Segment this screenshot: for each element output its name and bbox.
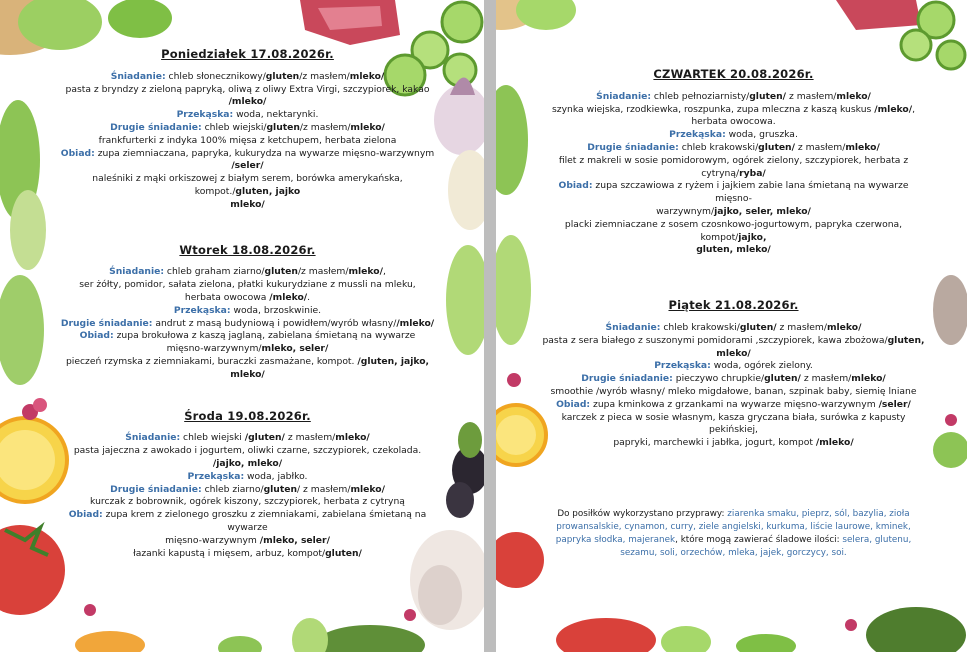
menu-line: herbata owocowa.: [691, 116, 776, 128]
menu-line: Drugie śniadanie: andrut z masą budyniową i powidłem/wyrób własny//mleko/: [60, 317, 435, 329]
menu-line: ser żółty, pomidor, sałata zielona, płatki kukurydziane z mussli na mleku,: [79, 279, 416, 291]
day-heading: Poniedziałek 17.08.2026r.: [161, 47, 334, 61]
grape-illustration: [933, 432, 967, 468]
menu-line: szynka wiejska, rzodkiewka, roszpunka, zupa mleczna z kaszą kuskus /mleko/,: [551, 103, 915, 115]
menu-line: Śniadanie: chleb wiejski /gluten/ z masłem/mleko/: [125, 432, 370, 444]
menu-line: kurczak z bobrownik, ogórek kiszony, szczypiorek, herbata z cytryną: [90, 496, 405, 508]
menu-line: Obiad: zupa brokułowa z kaszą jaglaną, zabielana śmietaną na wywarze: [79, 330, 416, 342]
page-gap: [484, 0, 496, 652]
day-heading: Piątek 21.08.2026r.: [668, 298, 799, 313]
menu-line: frankfurterki z indyka 100% mięsa z ketchupem, herbata zielona: [98, 134, 397, 146]
tomato-illustration: [496, 532, 544, 588]
menu-line: Drugie śniadanie: chleb ziarno/gluten/ z masłem/mleko/: [110, 483, 385, 495]
menu-line: łazanki kapustą i mięsem, arbuz, kompot/gluten/: [133, 547, 362, 559]
menu-line: pasta z sera białego z suszonymi pomidorami ,szczypiorek, kawa zbożowa/gluten, mleko/: [542, 334, 925, 359]
pea-pod-illustration: [496, 85, 528, 195]
menu-line: herbata owocowa /mleko/.: [184, 291, 311, 303]
menu-line: Drugie śniadanie: pieczywo chrupkie/gluten/ z masłem/mleko/: [581, 373, 886, 385]
menu-line: placki ziemniaczane z sosem czosnkowo-jogurtowym, papryka czerwona, kompot/jajko,: [564, 218, 903, 243]
menu-line: smoothie /wyrób własny/ mleko migdałowe, banan, szpinak baby, siemię lniane: [550, 385, 917, 397]
menu-line: Przekąska: woda, brzoskwinie.: [173, 304, 322, 316]
menu-line: gluten, mleko/: [696, 244, 771, 256]
day-tuesday: [55, 244, 440, 382]
menu-line: Drugie śniadanie: chleb wiejski/gluten/z masłem/mleko/: [110, 121, 385, 133]
day-monday: [55, 48, 440, 212]
menu-line: Śniadanie: chleb słonecznikowy/gluten/z masłem/mleko/: [110, 70, 385, 82]
day-friday: [541, 299, 926, 450]
menu-line: Obiad: zupa krem z zielonego groszku z ziemniakami, zabielana śmietaną na wywarze: [68, 509, 427, 533]
day-wednesday: [55, 410, 440, 561]
menu-line: karczek z pieca w sosie własnym, kasza gryczana biała, surówka z kapusty pekińskiej,: [561, 411, 906, 436]
day-heading: Środa 19.08.2026r.: [184, 408, 311, 423]
pepper-illustration: [556, 618, 656, 652]
menu-line: pasta jajeczna z awokado i jogurtem, oliwki czarne, szczypiorek, czekolada.: [73, 445, 422, 457]
menu-line: Przekąska: woda, gruszka.: [669, 129, 798, 141]
onion-illustration: [434, 85, 484, 155]
menu-line: naleśniki z mąki orkiszowej z białym serem, borówka amerykańska, kompot./gluten, jajko: [92, 173, 403, 197]
menu-line: Przekąska: woda, jabłko.: [187, 470, 308, 482]
menu-content-left: [55, 48, 440, 560]
menu-line: pasta z bryndzy z zieloną papryką, oliwą z oliwy Extra Virgi, szczypiorek, kakao /mleko/: [65, 83, 430, 108]
menu-line: Przekąska: woda, ogórek zielony.: [654, 360, 813, 372]
menu-line: Obiad: zupa szczawiowa z ryżem i jajkiem zabie lana śmietaną na wywarze mięsno-: [558, 180, 909, 205]
menu-line: Przekąska: woda, nektarynki.: [176, 109, 319, 121]
cucumber-slice-illustration: [442, 2, 482, 42]
menu-line: Śniadanie: chleb krakowski/gluten/ z masłem/mleko/: [605, 321, 862, 333]
menu-line: /jajko, mleko/: [212, 457, 283, 469]
menu-line: Śniadanie: chleb pełnoziarnisty/gluten/ z masłem/mleko/: [596, 90, 871, 102]
menu-line: Drugie śniadanie: chleb krakowski/gluten/ z masłem/mleko/: [587, 141, 880, 153]
menu-line: Obiad: zupa kminkowa z grzankami na wywarze mięsno-warzywnym /seler/: [556, 398, 911, 410]
menu-line: papryki, marchewki i jabłka, jogurt, kompot /mleko/: [613, 437, 854, 449]
spices-allergen-note: Do posiłków wykorzystano przyprawy: ziarenka smaku, pieprz, sól, bazylia, zioła prowansalskie, cynamon, curry, ziele angielski, kurkuma, liście laurowe, kminek, papryka słodka, majeranek, które mogą zawierać śladowe ilości: selera, glutenu, sezamu, soli, orzechów, mleka, jajek, gorczycy, soi.: [555, 508, 912, 558]
menu-line: mięsno-warzywnym/mleko, seler/: [166, 343, 329, 355]
menu-line: mięsno-warzywnym /mleko, seler/: [165, 534, 330, 546]
meat-illustration: [836, 0, 921, 30]
day-heading: CZWARTEK 20.08.2026r.: [653, 67, 814, 81]
menu-line: mleko/: [230, 198, 265, 210]
day-thursday: [541, 68, 926, 257]
menu-content-right: [541, 68, 926, 560]
menu-line: pieczeń rzymska z ziemniakami, buraczki zasmażane, kompot. /gluten, jajko, mleko/: [65, 355, 430, 380]
menu-page-right: [496, 0, 967, 652]
menu-line: warzywnym/jajko, seler, mleko/: [656, 205, 811, 217]
menu-line: /seler/: [231, 160, 264, 172]
menu-line: filet z makreli w sosie pomidorowym, ogórek zielony, szczypiorek, herbata z cytryną/ryba/: [558, 154, 909, 179]
menu-line: Obiad: zupa ziemniaczana, papryka, kukurydza na wywarze mięsno-warzywnym: [60, 147, 435, 159]
avocado-illustration: [866, 607, 966, 652]
menu-line: Śniadanie: chleb graham ziarno/gluten/z masłem/mleko/,: [109, 266, 386, 278]
day-heading: Wtorek 18.08.2026r.: [179, 242, 316, 257]
